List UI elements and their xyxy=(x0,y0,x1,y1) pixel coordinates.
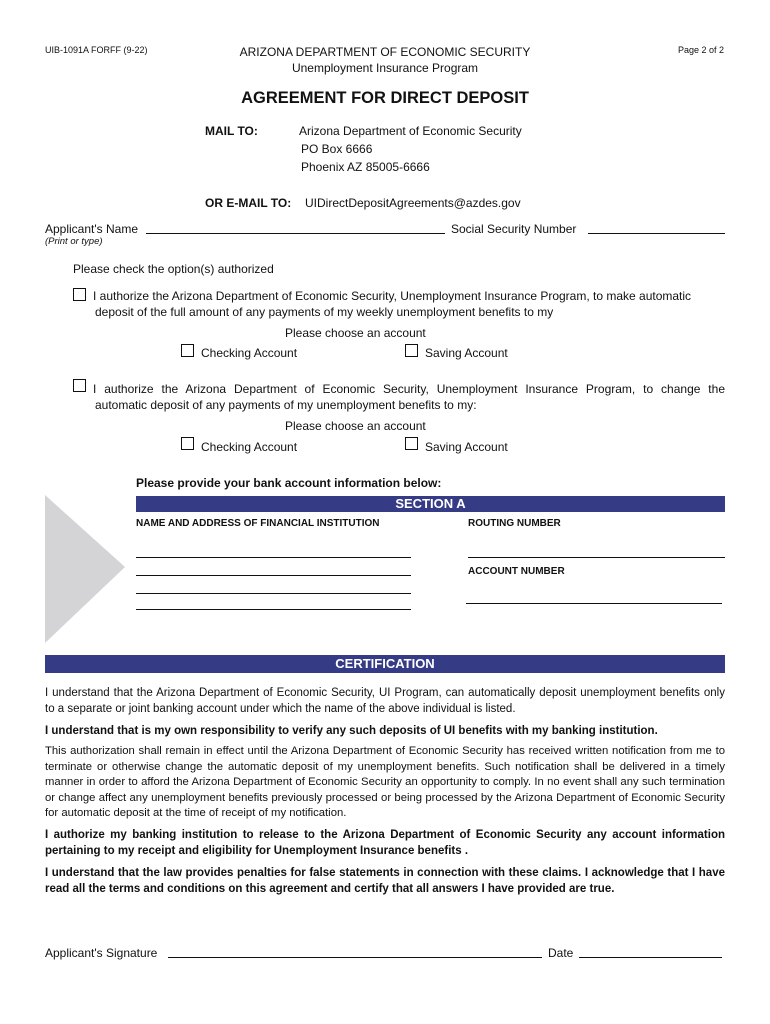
applicant-name-label: Applicant's Name xyxy=(45,222,138,236)
date-field[interactable] xyxy=(579,957,722,958)
option2-checking-label: Checking Account xyxy=(201,440,298,454)
option1-checking-label: Checking Account xyxy=(201,346,298,360)
agency-name: ARIZONA DEPARTMENT OF ECONOMIC SECURITY xyxy=(239,45,531,59)
page-title: AGREEMENT FOR DIRECT DEPOSIT xyxy=(241,89,529,107)
institution-label: NAME AND ADDRESS OF FINANCIAL INSTITUTION xyxy=(136,518,380,529)
section-a-header: SECTION A xyxy=(136,496,725,512)
mail-address-line1: Arizona Department of Economic Security xyxy=(299,124,522,138)
bank-info-intro: Please provide your bank account information below: xyxy=(136,476,442,490)
cert-paragraph-4: I authorize my banking institution to release to the Arizona Department of Economic Security any account information pertaining to my receipt and eligibility for Unemployment Insurance benefits . xyxy=(45,829,725,857)
ssn-label: Social Security Number xyxy=(451,222,577,236)
email-address: UIDirectDepositAgreements@azdes.gov xyxy=(305,196,521,210)
option1-text-line1: I authorize the Arizona Department of Economic Security, Unemployment Insurance Program, to make automatic xyxy=(93,289,692,303)
option2-text-line2: automatic deposit of any payments of my unemployment benefits to my: xyxy=(95,398,477,412)
option1-saving-label: Saving Account xyxy=(425,346,508,360)
institution-line-3[interactable] xyxy=(136,593,411,594)
option1-checking-checkbox[interactable] xyxy=(181,344,194,357)
option1-checkbox[interactable] xyxy=(73,288,86,301)
option1-saving-checkbox[interactable] xyxy=(405,344,418,357)
page-number: Page 2 of 2 xyxy=(678,45,725,55)
signature-label: Applicant's Signature xyxy=(45,946,158,960)
option2-checking-checkbox[interactable] xyxy=(181,437,194,450)
email-label: OR E-MAIL TO: xyxy=(205,196,292,210)
date-label: Date xyxy=(548,946,574,960)
signature-field[interactable] xyxy=(168,957,542,958)
option2-saving-label: Saving Account xyxy=(425,440,508,454)
certification-header: CERTIFICATION xyxy=(45,655,725,673)
institution-line-4[interactable] xyxy=(136,609,411,610)
options-intro: Please check the option(s) authorized xyxy=(73,262,274,276)
cert-paragraph-5: I understand that the law provides penalties for false statements in connection with these claims. I acknowledge that I have read all the terms and conditions on this agreement and certify that all answers I have provided are true. xyxy=(45,867,725,895)
option2-checkbox[interactable] xyxy=(73,379,86,392)
option1-text-line2: deposit of the full amount of any payments of my weekly unemployment benefits to my xyxy=(95,305,554,319)
mail-address-line2: PO Box 6666 xyxy=(301,142,373,156)
cert-paragraph-2: I understand that is my own responsibility to verify any such deposits of UI benefits with my banking institution. xyxy=(45,725,658,737)
arrow-graphic xyxy=(45,495,125,645)
option1-choose-label: Please choose an account xyxy=(285,326,426,340)
mail-address-line3: Phoenix AZ 85005-6666 xyxy=(301,160,430,174)
option2-choose-label: Please choose an account xyxy=(285,419,426,433)
cert-paragraph-3: This authorization shall remain in effect until the Arizona Department of Economic Security has received written notification from me to terminate or otherwise change the automatic deposit of my unemployment benefits. Such notification shall be delivered in a timely manner in order to afford the Arizona Department of Economic Security an opportunity to comply. In no event shall any such termination or change affect any unemployment benefits previously processed or being processed by the Arizona Department of Economic Security for automatic deposit at the time of receipt of my notification. xyxy=(45,745,725,819)
institution-line-1[interactable] xyxy=(136,557,411,558)
routing-number-field[interactable] xyxy=(468,557,725,558)
mail-to-label: MAIL TO: xyxy=(205,124,258,138)
account-label: ACCOUNT NUMBER xyxy=(468,566,565,577)
option2-saving-checkbox[interactable] xyxy=(405,437,418,450)
routing-label: ROUTING NUMBER xyxy=(468,518,561,529)
ssn-field[interactable] xyxy=(588,233,725,234)
cert-paragraph-1: I understand that the Arizona Department of Economic Security, UI Program, can automatically deposit unemployment benefits only to a separate or joint banking account under which the name of the above individual is listed. xyxy=(45,687,725,715)
account-number-field[interactable] xyxy=(466,603,722,604)
form-id: UIB-1091A FORFF (9-22) xyxy=(45,45,148,55)
print-hint: (Print or type) xyxy=(45,236,103,247)
option2-text-line1: I authorize the Arizona Department of Economic Security, Unemployment Insurance Program, to change the xyxy=(93,382,725,396)
applicant-name-field[interactable] xyxy=(146,233,445,234)
institution-line-2[interactable] xyxy=(136,575,411,576)
program-name: Unemployment Insurance Program xyxy=(291,61,479,75)
